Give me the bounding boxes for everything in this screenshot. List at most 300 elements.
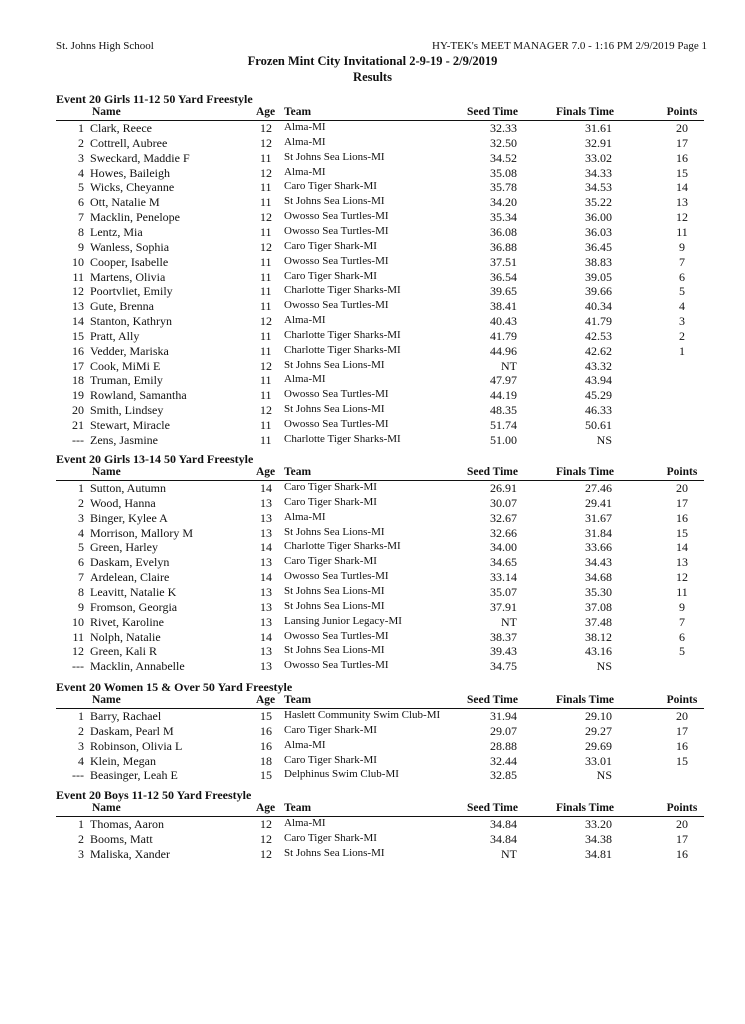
table-row [0,511,745,525]
place: 2 [78,495,84,510]
swimmer-name: Zens, Jasmine [90,432,158,447]
finals-time: 31.61 [585,121,612,135]
age: 14 [260,570,272,585]
points: 1 [679,343,685,358]
column-age: Age [256,694,276,706]
column-header [56,802,704,817]
points: 16 [676,150,688,165]
swimmer-name: Gute, Brenna [90,299,154,314]
team: Owosso Sea Turtles-MI [284,418,389,430]
age: 12 [260,121,272,135]
place: 20 [72,403,84,418]
event-title: Event 20 Boys 11-12 50 Yard Freestyle [56,788,252,802]
table-row [0,255,745,269]
place: 18 [72,373,84,388]
place: 1 [78,121,84,135]
age: 13 [260,644,272,659]
team: Owosso Sea Turtles-MI [284,210,389,223]
team: Owosso Sea Turtles-MI [284,659,389,672]
table-row [0,433,745,447]
seed-time: 39.43 [490,644,517,659]
seed-time: 48.35 [490,403,517,418]
age: 11 [260,150,272,165]
team: Caro Tiger Shark-MI [284,555,377,568]
finals-time: 39.05 [585,269,612,284]
age: 13 [260,659,272,674]
event-title: Event 20 Girls 13-14 50 Yard Freestyle [56,452,254,466]
seed-time: 37.51 [490,254,517,269]
table-row [0,344,745,358]
place: 7 [78,210,84,225]
team: Haslett Community Swim Club-MI [284,709,441,721]
points: 3 [679,314,685,329]
swimmer-name: Stanton, Kathryn [90,314,172,329]
finals-time: NS [596,659,612,674]
seed-time: 34.52 [490,150,517,165]
seed-time: 32.44 [490,753,517,768]
place: 14 [72,314,84,329]
age: 12 [260,403,272,418]
place: 12 [72,644,84,659]
place: 17 [72,358,84,373]
column-name: Name [92,694,121,706]
team: St Johns Sea Lions-MI [284,599,385,612]
age: 11 [260,224,272,239]
swimmer-name: Smith, Lindsey [90,403,164,418]
finals-time: 33.20 [585,817,612,831]
age: 13 [260,614,272,629]
table-row [0,195,745,209]
event-title: Event 20 Women 15 & Over 50 Yard Freestyle [56,680,293,694]
team: Alma-MI [284,738,326,751]
place: 1 [78,709,84,723]
seed-time: 32.33 [490,121,517,135]
age: 14 [260,629,272,644]
place: 1 [78,817,84,831]
points: 15 [676,525,688,540]
points: 14 [676,180,688,195]
column-name: Name [92,106,121,118]
swimmer-name: Lentz, Mia [90,224,143,239]
seed-time: 30.07 [490,495,517,510]
points: 14 [676,540,688,555]
points: 5 [679,284,685,299]
swimmer-name: Clark, Reece [90,121,152,135]
column-points: Points [666,106,698,118]
seed-time: NT [501,614,517,629]
points: 9 [679,599,685,614]
swimmer-name: Morrison, Mallory M [90,525,193,540]
age: 11 [260,195,272,210]
team: St Johns Sea Lions-MI [284,644,385,657]
swimmer-name: Cottrell, Aubree [90,135,168,150]
finals-time: 39.66 [585,284,612,299]
finals-time: 36.03 [585,224,612,239]
table-row [0,151,745,165]
points: 7 [679,254,685,269]
finals-time: 29.41 [585,495,612,510]
swimmer-name: Thomas, Aaron [90,817,164,831]
place: 7 [78,570,84,585]
place: 15 [72,328,84,343]
place: 6 [78,555,84,570]
table-row [0,136,745,150]
team: Charlotte Tiger Sharks-MI [284,343,401,356]
finals-time: 33.02 [585,150,612,165]
finals-time: 37.08 [585,599,612,614]
finals-time: 41.79 [585,314,612,329]
age: 18 [260,753,272,768]
place: 1 [78,481,84,495]
finals-time: 33.66 [585,540,612,555]
seed-time: 31.94 [490,709,517,723]
age: 14 [260,540,272,555]
swimmer-name: Robinson, Olivia L [90,738,183,753]
points: 15 [676,165,688,180]
place: 3 [78,846,84,861]
finals-time: 32.91 [585,135,612,150]
team: Alma-MI [284,121,326,133]
finals-time: 50.61 [585,418,612,432]
age: 11 [260,432,272,447]
finals-time: 43.16 [585,644,612,659]
age: 12 [260,239,272,254]
swimmer-name: Binger, Kylee A [90,510,168,525]
points: 11 [676,224,688,239]
seed-time: NT [501,358,517,373]
place: 16 [72,343,84,358]
school-name: St. Johns High School [56,40,154,52]
age: 12 [260,817,272,831]
column-age: Age [256,802,276,814]
software-info: HY-TEK's MEET MANAGER 7.0 - 1:16 PM 2/9/2019 Page 1 [432,40,707,52]
meet-title: Frozen Mint City Invitational 2-9-19 - 2/9/2019 [247,54,498,68]
team: Charlotte Tiger Sharks-MI [284,540,401,553]
finals-time: 43.32 [585,358,612,373]
swimmer-name: Green, Harley [90,540,158,555]
place: 4 [78,753,84,768]
column-header [56,106,704,121]
finals-time: 31.67 [585,510,612,525]
table-row [0,570,745,584]
table-row [0,817,745,831]
place: 2 [78,831,84,846]
points: 20 [676,121,688,135]
team: Caro Tiger Shark-MI [284,723,377,736]
finals-time: 34.33 [585,165,612,180]
swimmer-name: Nolph, Natalie [90,629,161,644]
age: 16 [260,738,272,753]
place: --- [72,659,84,674]
age: 11 [260,269,272,284]
age: 13 [260,599,272,614]
seed-time: 44.96 [490,343,517,358]
swimmer-name: Green, Kali R [90,644,157,659]
seed-time: 28.88 [490,738,517,753]
age: 12 [260,314,272,329]
points: 15 [676,753,688,768]
column-team: Team [284,694,312,706]
swimmer-name: Ardelean, Claire [90,570,170,585]
place: 5 [78,180,84,195]
team: Caro Tiger Shark-MI [284,239,377,252]
table-row [0,329,745,343]
seed-time: 40.43 [490,314,517,329]
team: St Johns Sea Lions-MI [284,195,385,208]
team: Caro Tiger Shark-MI [284,753,377,766]
column-age: Age [256,466,276,478]
team: St Johns Sea Lions-MI [284,150,385,163]
column-age: Age [256,106,276,118]
team: Caro Tiger Shark-MI [284,269,377,282]
swimmer-name: Sweckard, Maddie F [90,150,190,165]
seed-time: 32.50 [490,135,517,150]
age: 12 [260,135,272,150]
column-finals: Finals Time [555,694,614,706]
seed-time: 44.19 [490,388,517,403]
team: Owosso Sea Turtles-MI [284,299,389,312]
table-row [0,630,745,644]
swimmer-name: Martens, Olivia [90,269,166,284]
swimmer-name: Truman, Emily [90,373,163,388]
age: 13 [260,495,272,510]
seed-time: 36.08 [490,224,517,239]
seed-time: 36.88 [490,239,517,254]
seed-time: NT [501,846,517,861]
points: 16 [676,510,688,525]
team: Charlotte Tiger Sharks-MI [284,284,401,297]
team: Charlotte Tiger Sharks-MI [284,432,401,445]
table-row [0,847,745,861]
column-seed: Seed Time [466,802,518,814]
team: Delphinus Swim Club-MI [284,768,399,781]
column-header [56,694,704,709]
team: Lansing Junior Legacy-MI [284,614,402,627]
points: 17 [676,135,688,150]
table-row [0,121,745,135]
swimmer-name: Booms, Matt [90,831,153,846]
points: 5 [679,644,685,659]
finals-time: 29.69 [585,738,612,753]
age: 11 [260,343,272,358]
table-row [0,832,745,846]
place: 2 [78,723,84,738]
team: Caro Tiger Shark-MI [284,831,377,844]
table-row [0,709,745,723]
column-finals: Finals Time [555,106,614,118]
seed-time: 34.75 [490,659,517,674]
swimmer-name: Fromson, Georgia [90,599,178,614]
points: 17 [676,831,688,846]
place: 3 [78,738,84,753]
seed-time: 47.97 [490,373,517,388]
age: 12 [260,210,272,225]
finals-time: 34.43 [585,555,612,570]
swimmer-name: Beasinger, Leah E [90,768,178,783]
swimmer-name: Howes, Baileigh [90,165,170,180]
column-seed: Seed Time [466,106,518,118]
table-row [0,526,745,540]
column-points: Points [666,802,698,814]
points: 4 [679,299,685,314]
table-row [0,225,745,239]
table-row [0,314,745,328]
age: 13 [260,510,272,525]
points: 16 [676,846,688,861]
team: St Johns Sea Lions-MI [284,403,385,416]
swimmer-name: Wood, Hanna [90,495,156,510]
place: 6 [78,195,84,210]
table-row [0,299,745,313]
swimmer-name: Daskam, Evelyn [90,555,170,570]
finals-time: 34.81 [585,846,612,861]
points: 11 [676,584,688,599]
finals-time: 34.68 [585,570,612,585]
swimmer-name: Klein, Megan [90,753,156,768]
swimmer-name: Wicks, Cheyanne [90,180,175,195]
swimmer-name: Cooper, Isabelle [90,254,169,269]
place: 4 [78,165,84,180]
team: St Johns Sea Lions-MI [284,525,385,538]
seed-time: 32.67 [490,510,517,525]
finals-time: 31.84 [585,525,612,540]
finals-time: 34.38 [585,831,612,846]
points: 13 [676,555,688,570]
seed-time: 41.79 [490,328,517,343]
place: 21 [72,418,84,432]
table-row [0,659,745,673]
swimmer-name: Rowland, Samantha [90,388,187,403]
age: 15 [260,768,272,783]
table-row [0,418,745,432]
finals-time: 35.22 [585,195,612,210]
age: 11 [260,328,272,343]
team: Caro Tiger Shark-MI [284,180,377,193]
place: 13 [72,299,84,314]
finals-time: 43.94 [585,373,612,388]
finals-time: 42.62 [585,343,612,358]
table-row [0,754,745,768]
table-row [0,540,745,554]
age: 11 [260,180,272,195]
table-row [0,768,745,782]
seed-time: 34.84 [490,831,517,846]
finals-time: 34.53 [585,180,612,195]
swimmer-name: Barry, Rachael [90,709,162,723]
age: 11 [260,299,272,314]
team: Alma-MI [284,165,326,178]
team: St Johns Sea Lions-MI [284,846,385,859]
team: Alma-MI [284,314,326,327]
table-row [0,585,745,599]
team: Owosso Sea Turtles-MI [284,388,389,401]
place: 8 [78,584,84,599]
swimmer-name: Sutton, Autumn [90,481,167,495]
table-row [0,210,745,224]
swimmer-name: Wanless, Sophia [90,239,170,254]
finals-time: 29.27 [585,723,612,738]
table-row [0,373,745,387]
age: 12 [260,165,272,180]
finals-time: 27.46 [585,481,612,495]
place: 11 [72,269,84,284]
seed-time: 38.37 [490,629,517,644]
swimmer-name: Stewart, Miracle [90,418,170,432]
team: Caro Tiger Shark-MI [284,495,377,508]
table-row [0,724,745,738]
seed-time: 32.66 [490,525,517,540]
table-row [0,403,745,417]
finals-time: 29.10 [585,709,612,723]
place: 2 [78,135,84,150]
team: Owosso Sea Turtles-MI [284,629,389,642]
table-row [0,270,745,284]
finals-time: 38.12 [585,629,612,644]
seed-time: 29.07 [490,723,517,738]
seed-time: 26.91 [490,481,517,495]
finals-time: 42.53 [585,328,612,343]
table-row [0,359,745,373]
table-row [0,496,745,510]
age: 16 [260,723,272,738]
points: 20 [676,481,688,495]
seed-time: 36.54 [490,269,517,284]
seed-time: 35.08 [490,165,517,180]
points: 12 [676,210,688,225]
age: 11 [260,418,272,432]
age: 14 [260,481,272,495]
column-finals: Finals Time [555,466,614,478]
column-points: Points [666,466,698,478]
results-subtitle: Results [353,70,392,84]
team: Alma-MI [284,135,326,148]
seed-time: 34.00 [490,540,517,555]
finals-time: 45.29 [585,388,612,403]
age: 11 [260,254,272,269]
team: Alma-MI [284,510,326,523]
points: 17 [676,495,688,510]
age: 13 [260,584,272,599]
finals-time: 40.34 [585,299,612,314]
table-row [0,166,745,180]
table-row [0,615,745,629]
swimmer-name: Daskam, Pearl M [90,723,174,738]
seed-time: 51.00 [490,432,517,447]
event-title: Event 20 Girls 11-12 50 Yard Freestyle [56,92,253,106]
seed-time: 39.65 [490,284,517,299]
seed-time: 51.74 [490,418,517,432]
swimmer-name: Ott, Natalie M [90,195,160,210]
column-name: Name [92,466,121,478]
points: 6 [679,629,685,644]
table-row [0,481,745,495]
team: Owosso Sea Turtles-MI [284,254,389,267]
finals-time: 36.00 [585,210,612,225]
place: 12 [72,284,84,299]
team: Owosso Sea Turtles-MI [284,570,389,583]
seed-time: 37.91 [490,599,517,614]
team: Alma-MI [284,817,326,829]
seed-time: 38.41 [490,299,517,314]
table-row [0,644,745,658]
finals-time: NS [596,432,612,447]
place: 3 [78,510,84,525]
seed-time: 35.78 [490,180,517,195]
age: 13 [260,525,272,540]
place: 11 [72,629,84,644]
points: 6 [679,269,685,284]
place: 9 [78,239,84,254]
